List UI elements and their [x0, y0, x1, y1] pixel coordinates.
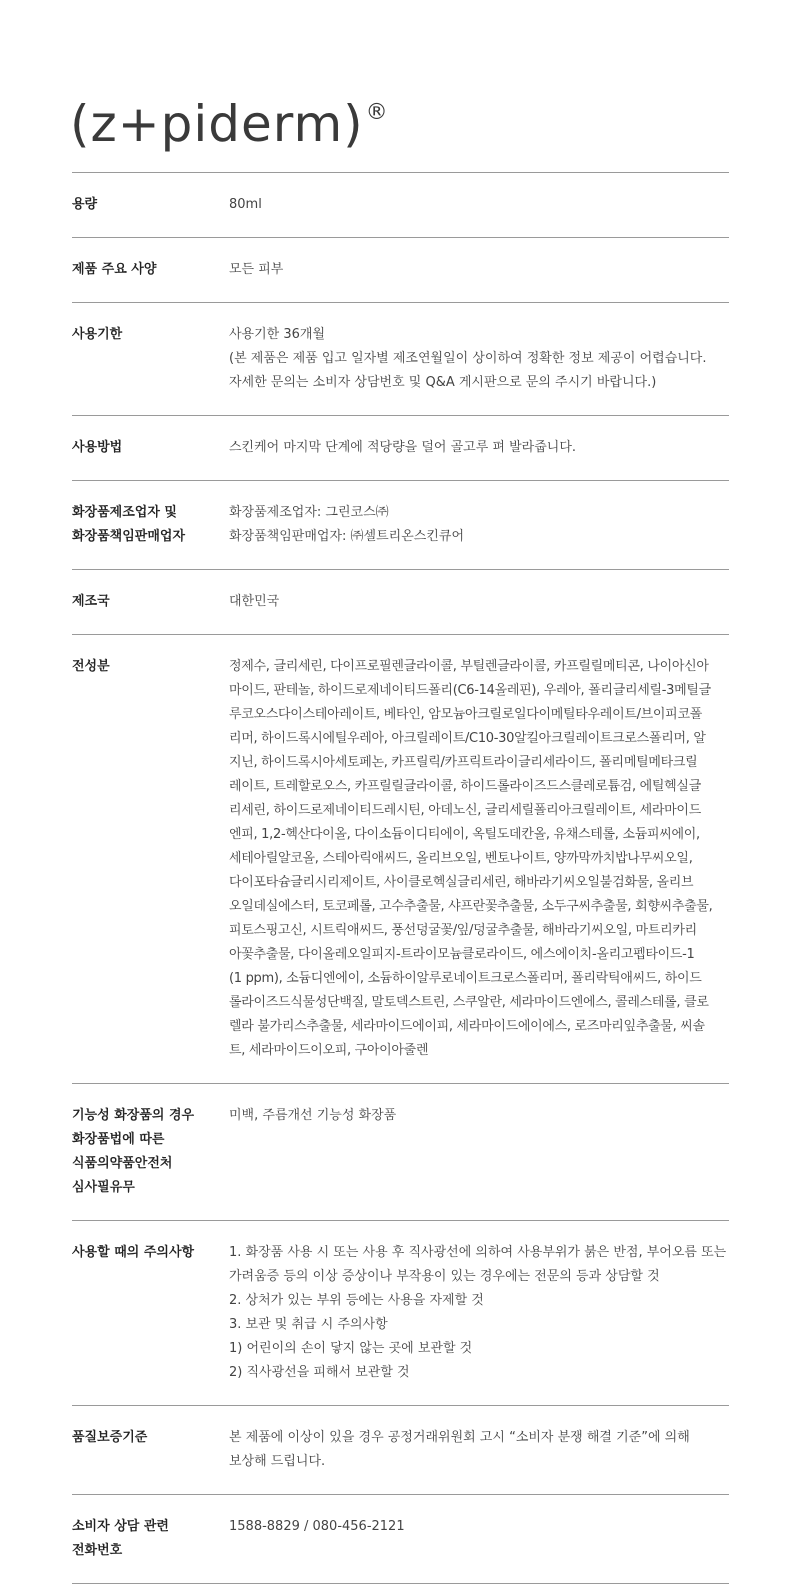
info-value-line: 미백, 주름개선 기능성 화장품	[229, 1108, 397, 1123]
info-value-line: 모든 피부	[229, 262, 284, 277]
info-value	[229, 1515, 729, 1563]
info-value-line: 지닌, 하이드록시아세토페논, 카프릴릭/카프릭트라이글리세라이드, 폴리메틸메타크릴	[229, 755, 698, 770]
info-value	[229, 501, 729, 549]
info-label: 품질보증기준	[72, 1430, 148, 1445]
registered-mark: ®	[365, 100, 389, 125]
info-value-line: 세테아릴알코올, 스테아릭애씨드, 올리브오일, 벤토나이트, 양까막까치밥나무씨오일,	[229, 851, 693, 866]
info-row-customer-contact	[72, 1495, 729, 1584]
info-row-capacity	[72, 173, 729, 238]
info-row-origin	[72, 570, 729, 635]
info-row-ingredients	[72, 635, 729, 1084]
info-value-line: 가려움증 등의 이상 증상이나 부작용이 있는 경우에는 전문의 등과 상담할 것	[229, 1269, 660, 1284]
info-value-line: 보상해 드립니다.	[229, 1454, 326, 1469]
info-value-line: 자세한 문의는 소비자 상담번호 및 Q&A 게시판으로 문의 주시기 바랍니다.)	[229, 375, 657, 390]
info-label: 화장품제조업자 및 화장품책임판매업자	[72, 505, 186, 544]
info-row-manufacturer	[72, 481, 729, 570]
info-value-line: 스킨케어 마지막 단계에 적당량을 덜어 골고루 펴 발라줍니다.	[229, 440, 577, 455]
info-row-expiry	[72, 303, 729, 416]
brand-logo-text: (z+piderm)	[70, 95, 364, 153]
info-value-line: 1588-8829 / 080-456-2121	[229, 1519, 405, 1534]
info-value	[229, 193, 729, 217]
info-label: 전성분	[72, 659, 110, 674]
info-value-line: (1 ppm), 소듐디엔에이, 소듐하이알루로네이트크로스폴리머, 폴리락틱애씨드, 하이드	[229, 971, 702, 986]
info-label: 사용기한	[72, 327, 123, 342]
info-row-usage	[72, 416, 729, 481]
info-value	[229, 1241, 729, 1385]
info-value-line: 리세린, 하이드로제네이티드레시틴, 아데노신, 글리세릴폴리아크릴레이트, 세라마이드	[229, 803, 701, 818]
info-value-line: 화장품제조업자: 그린코스㈜	[229, 505, 389, 520]
info-value-line: 사용기한 36개월	[229, 327, 326, 342]
info-value	[229, 1104, 729, 1200]
info-value-line: 마이드, 판테놀, 하이드로제네이티드폴리(C6-14올레핀), 우레아, 폴리글리세릴-3메틸글	[229, 683, 711, 698]
info-value	[229, 590, 729, 614]
info-label: 사용할 때의 주의사항	[72, 1245, 195, 1260]
info-row-functional-cosmetic	[72, 1084, 729, 1221]
info-value	[229, 1426, 729, 1474]
brand-logo	[70, 92, 389, 156]
info-value-line: 본 제품에 이상이 있을 경우 공정거래위원회 고시 “소비자 분쟁 해결 기준”에 의해	[229, 1430, 690, 1445]
info-row-main-spec	[72, 238, 729, 303]
info-value-line: 다이포타슘글리시리제이트, 사이클로헥실글리세린, 해바라기씨오일불검화물, 올리브	[229, 875, 694, 890]
info-value-line: 오일데실에스터, 토코페롤, 고수추출물, 샤프란꽃추출물, 소두구씨추출물, 회향씨추출물,	[229, 899, 713, 914]
info-value-line: 피토스핑고신, 시트릭애씨드, 풍선덩굴꽃/잎/덩굴추출물, 해바라기씨오일, 마트리카리	[229, 923, 697, 938]
info-value-line: 정제수, 글리세린, 다이프로필렌글라이콜, 부틸렌글라이콜, 카프릴릴메티콘, 나이아신아	[229, 659, 709, 674]
info-value-line: 2) 직사광선을 피해서 보관할 것	[229, 1365, 410, 1380]
info-value-line: 2. 상처가 있는 부위 등에는 사용을 자제할 것	[229, 1293, 484, 1308]
info-label: 제품 주요 사양	[72, 262, 157, 277]
info-value	[229, 655, 729, 1063]
info-value-line: 80ml	[229, 197, 262, 212]
info-value-line: 트, 세라마이드이오피, 구아이아줄렌	[229, 1043, 429, 1058]
info-value	[229, 258, 729, 282]
info-value	[229, 323, 729, 395]
info-value	[229, 436, 729, 460]
info-label: 기능성 화장품의 경우 화장품법에 따른 식품의약품안전처 심사필유무	[72, 1108, 195, 1195]
info-value-line: 1. 화장품 사용 시 또는 사용 후 직사광선에 의하여 사용부위가 붉은 반점, 부어오름 또는	[229, 1245, 727, 1260]
info-value-line: 아꽃추출물, 다이올레오일피지-트라이모늄클로라이드, 에스에이치-올리고펩타이드-1	[229, 947, 695, 962]
info-label: 제조국	[72, 594, 110, 609]
info-row-precautions	[72, 1221, 729, 1406]
info-value-line: 1) 어린이의 손이 닿지 않는 곳에 보관할 것	[229, 1341, 473, 1356]
info-value-line: 루코오스다이스테아레이트, 베타인, 암모늄아크릴로일다이메틸타우레이트/브이피코폴	[229, 707, 702, 722]
info-label: 소비자 상담 관련 전화번호	[72, 1519, 169, 1558]
info-label: 용량	[72, 197, 98, 212]
info-row-quality-standard	[72, 1406, 729, 1495]
info-value-line: 3. 보관 및 취급 시 주의사항	[229, 1317, 388, 1332]
info-label: 사용방법	[72, 440, 123, 455]
info-value-line: (본 제품은 제품 입고 일자별 제조연월일이 상이하여 정확한 정보 제공이 어렵습니다.	[229, 351, 707, 366]
info-value-line: 엔피, 1,2-헥산다이올, 다이소듐이디티에이, 옥틸도데칸올, 유채스테롤, 소듐피씨에이,	[229, 827, 700, 842]
info-value-line: 대한민국	[229, 594, 280, 609]
info-value-line: 레이트, 트레할로오스, 카프릴릴글라이콜, 하이드롤라이즈드스클레로튬검, 에틸헥실글	[229, 779, 701, 794]
product-info-table	[72, 172, 729, 1584]
info-value-line: 화장품책임판매업자: ㈜셀트리온스킨큐어	[229, 529, 464, 544]
info-value-line: 롤라이즈드식물성단백질, 말토덱스트린, 스쿠알란, 세라마이드엔에스, 콜레스테롤, 클로	[229, 995, 709, 1010]
info-value-line: 리머, 하이드록시에틸우레아, 아크릴레이트/C10-30알킬아크릴레이트크로스폴리머, 알	[229, 731, 706, 746]
info-value-line: 렐라 불가리스추출물, 세라마이드에이피, 세라마이드에이에스, 로즈마리잎추출물, 씨솔	[229, 1019, 705, 1034]
